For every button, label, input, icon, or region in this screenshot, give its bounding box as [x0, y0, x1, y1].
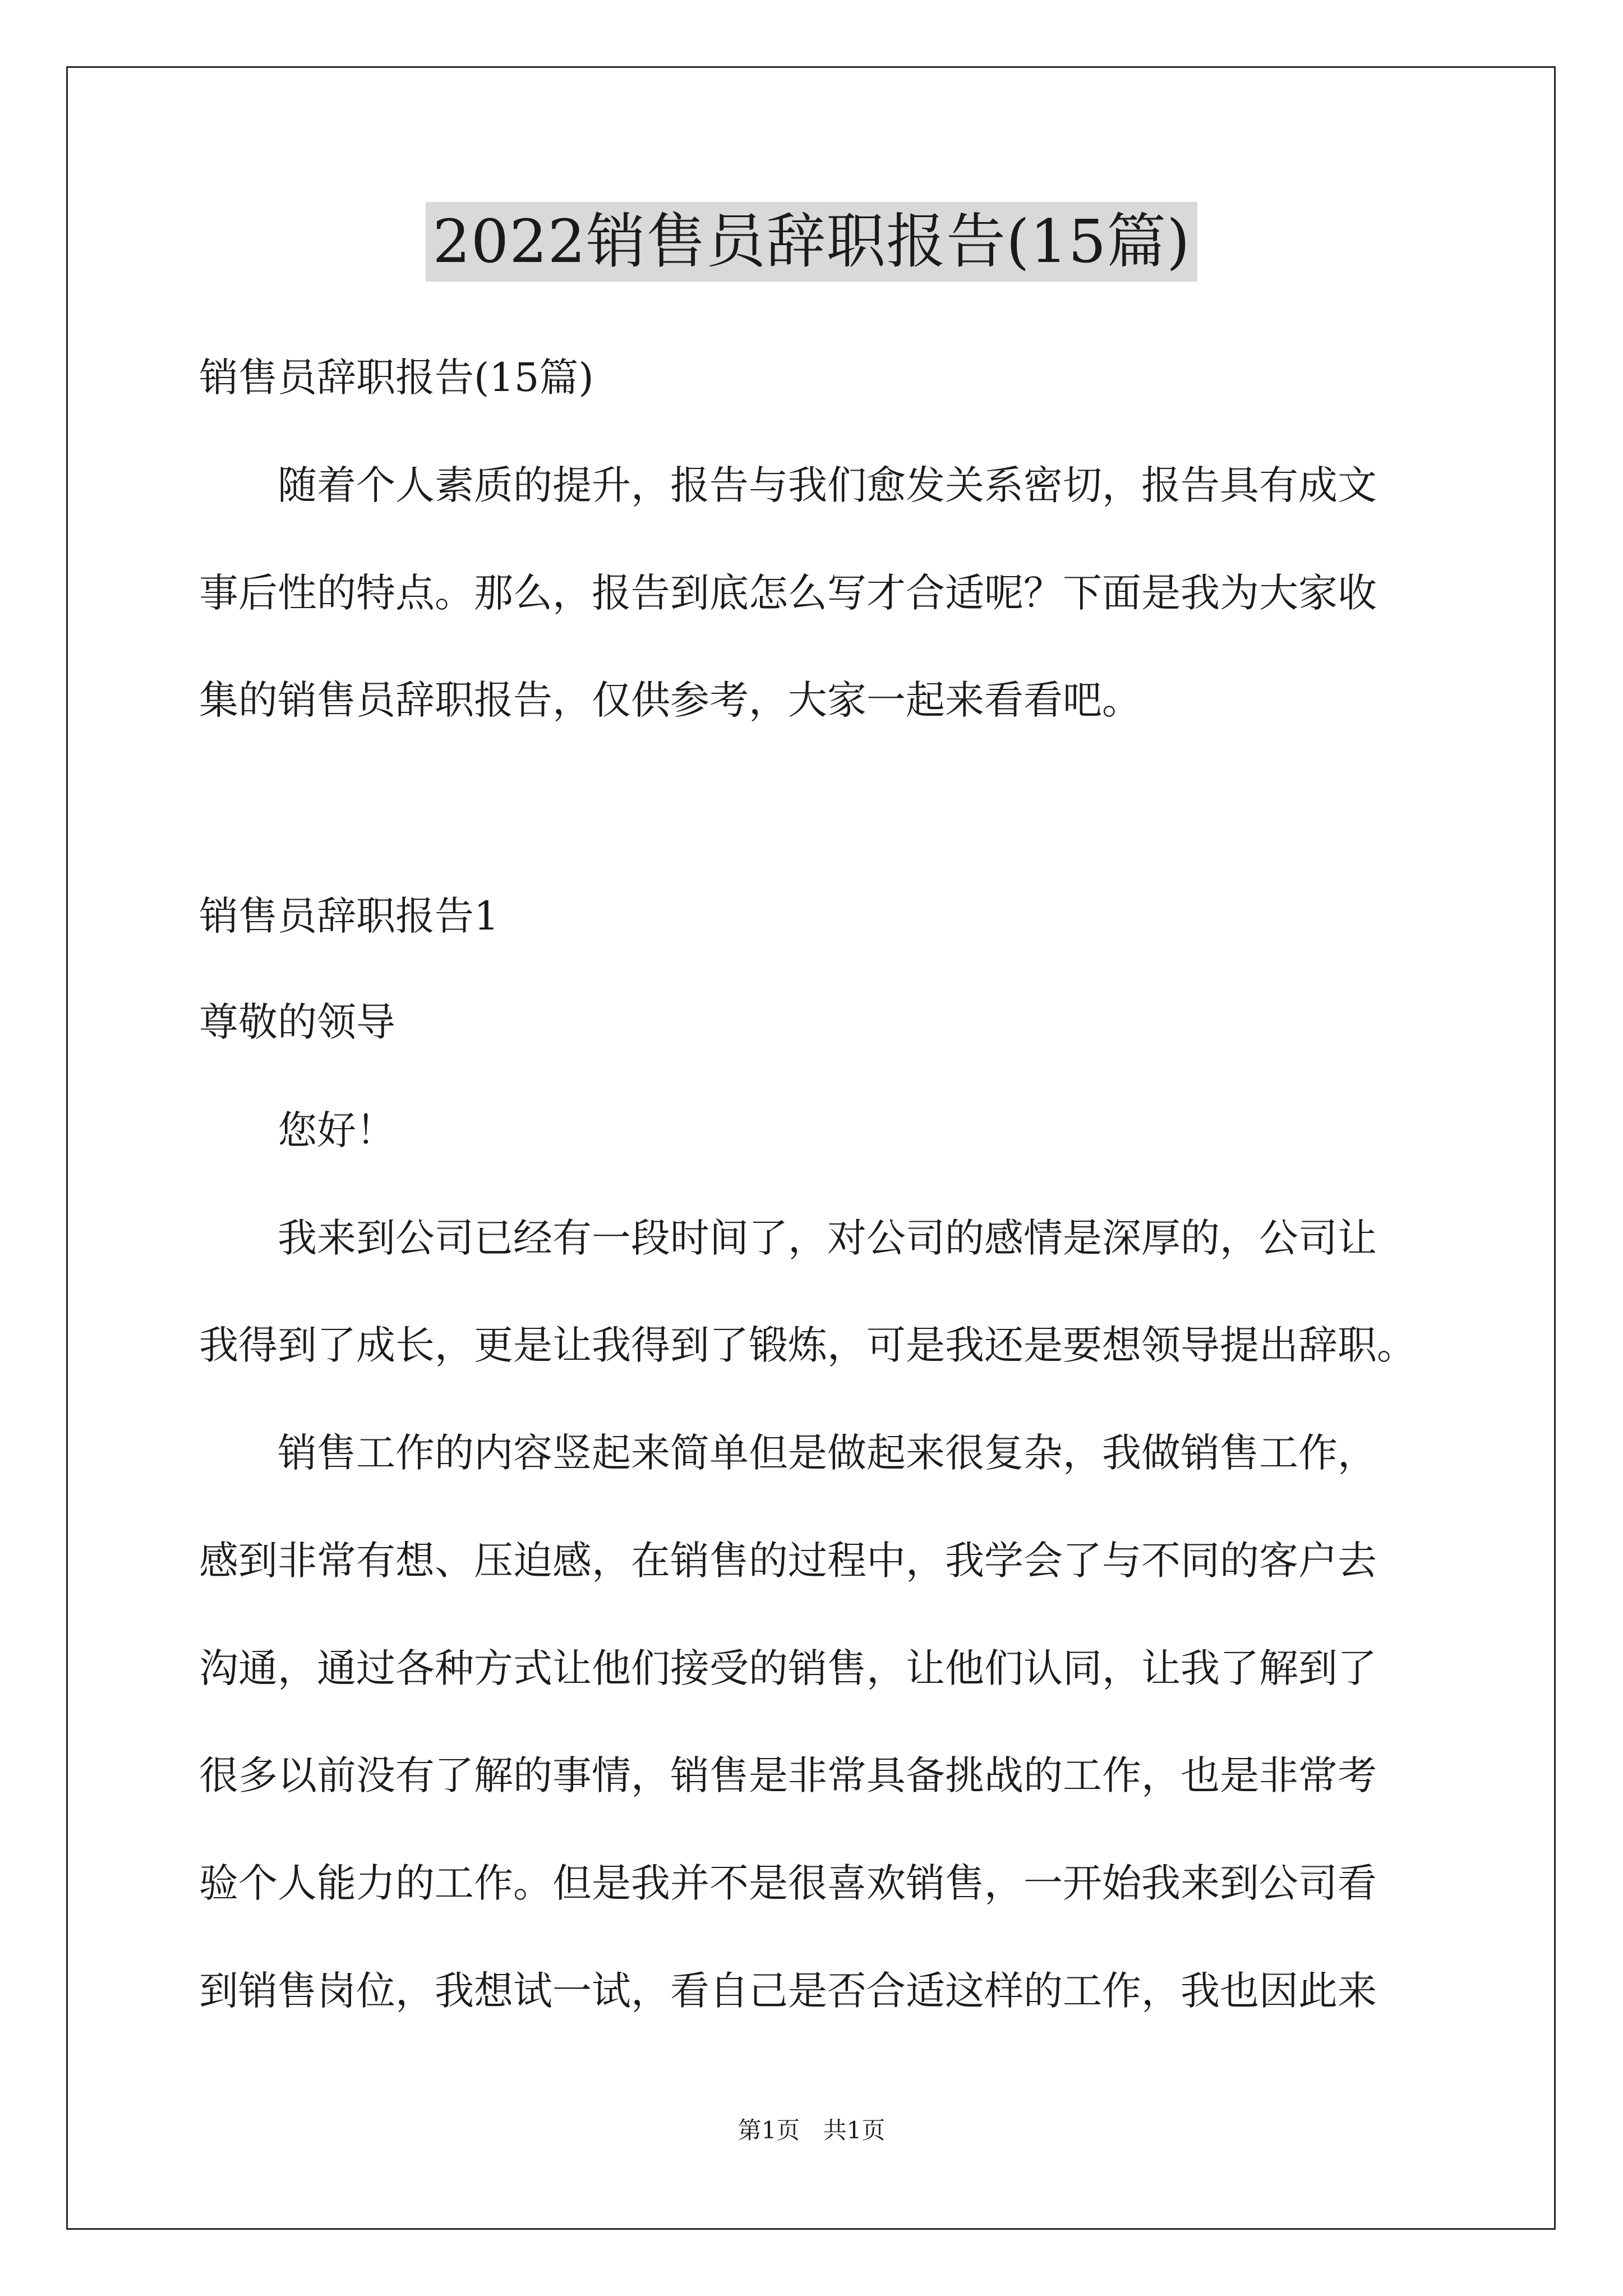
intro-paragraph-line-2: 事后性的特点。那么，报告到底怎么写才合适呢？下面是我为大家收 — [199, 570, 1377, 616]
body-paragraph-1-line-2: 我得到了成长，更是让我得到了锻炼，可是我还是要想领导提出辞职。 — [199, 1322, 1416, 1368]
page-total: 共1页 — [823, 2116, 886, 2144]
body-paragraph-1-line-1: 我来到公司已经有一段时间了，对公司的感情是深厚的，公司让 — [278, 1215, 1377, 1261]
body-paragraph-2-line-4: 很多以前没有了解的事情，销售是非常具备挑战的工作，也是非常考 — [199, 1752, 1377, 1798]
body-paragraph-2-line-2: 感到非常有想、压迫感，在销售的过程中，我学会了与不同的客户去 — [199, 1538, 1377, 1584]
intro-paragraph-line-3: 集的销售员辞职报告，仅供参考，大家一起来看看吧。 — [199, 677, 1141, 723]
subtitle-line: 销售员辞职报告(15篇) — [199, 355, 594, 401]
salutation: 尊敬的领导 — [199, 999, 395, 1045]
document-title: 2022销售员辞职报告(15篇) — [426, 202, 1197, 282]
section-heading: 销售员辞职报告1 — [199, 893, 499, 939]
body-paragraph-2-line-1: 销售工作的内容竖起来简单但是做起来很复杂，我做销售工作， — [278, 1430, 1377, 1476]
body-paragraph-2-line-5: 验个人能力的工作。但是我并不是很喜欢销售，一开始我来到公司看 — [199, 1860, 1377, 1906]
greeting: 您好！ — [278, 1107, 395, 1153]
intro-paragraph-line-1: 随着个人素质的提升，报告与我们愈发关系密切，报告具有成文 — [278, 462, 1377, 508]
title-container — [0, 202, 1623, 282]
page-footer — [0, 2115, 1623, 2146]
body-paragraph-2-line-6: 到销售岗位，我想试一试，看自己是否合适这样的工作，我也因此来 — [199, 1968, 1377, 2014]
page-number: 第1页 — [737, 2116, 800, 2144]
body-paragraph-2-line-3: 沟通，通过各种方式让他们接受的销售，让他们认同，让我了解到了 — [199, 1645, 1377, 1691]
